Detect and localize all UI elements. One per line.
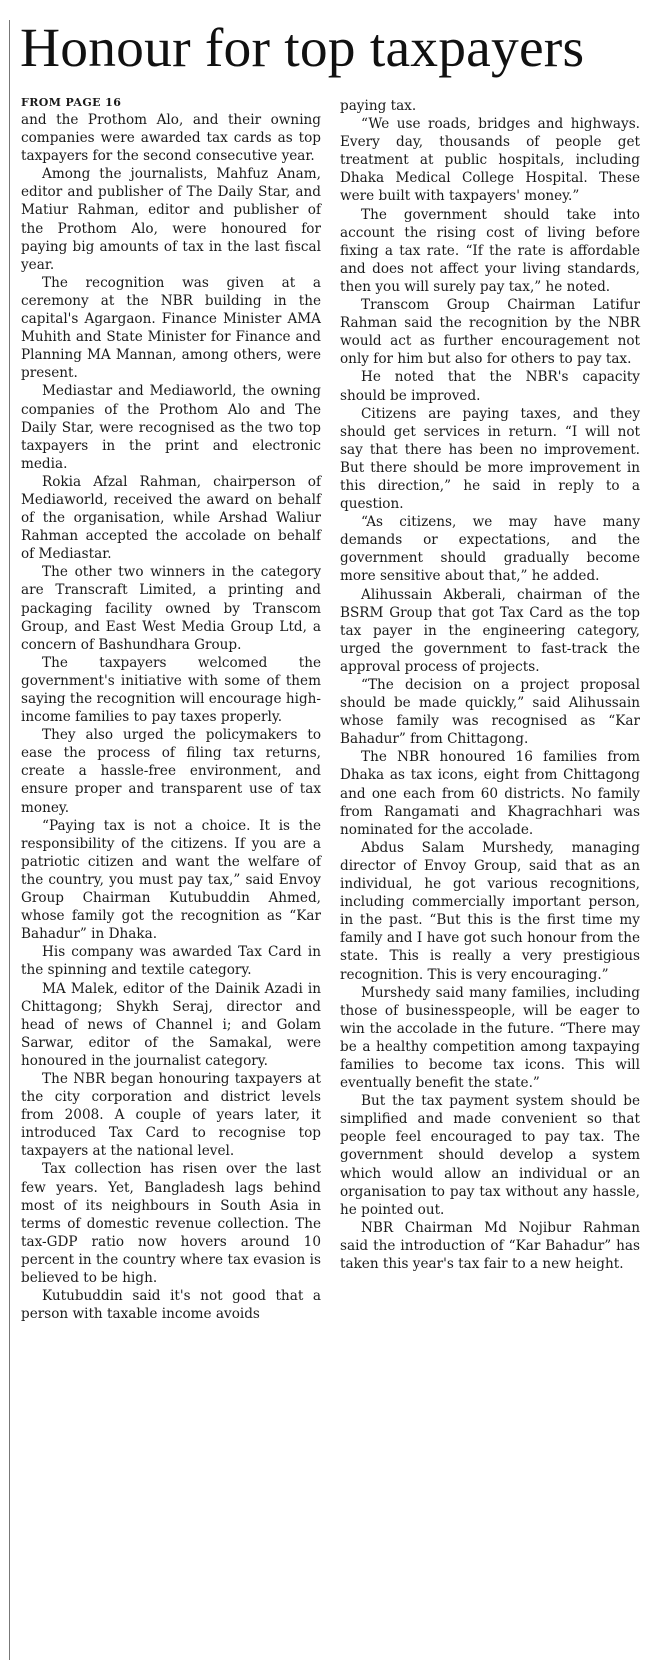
paragraph: Kutubuddin said it's not good that a person with taxable income avoids (21, 1288, 321, 1323)
paragraph: The government should take into account the rising cost of living before fixing a tax rate. “If the rate is affordable and does not affect your living standards, then you will surely pay tax,” he noted. (340, 206, 640, 295)
paragraph: Among the journalists, Mahfuz Anam, editor and publisher of The Daily Star, and Matiur Rahman, editor and publisher of the Prothom Alo, were honoured for paying big amounts of tax in the last fiscal year. (21, 166, 321, 273)
paragraph: NBR Chairman Md Nojibur Rahman said the introduction of “Kar Bahadur” has taken this year's tax fair to a new height. (340, 1219, 640, 1272)
paragraph: Rokia Afzal Rahman, chairperson of Mediaworld, received the award on behalf of the organisation, while Arshad Waliur Rahman accepted the accolade on behalf of Mediastar. (21, 473, 321, 563)
paragraph: “We use roads, bridges and highways. Every day, thousands of people get treatment at public hospitals, including Dhaka Medical College Hospital. These were built with taxpayers' money.” (340, 116, 640, 205)
paragraph: They also urged the policymakers to ease the process of filing tax returns, create a hassle-free environment, and ensure proper and transparent use of tax money. (21, 727, 321, 816)
paragraph: Alihussain Akberali, chairman of the BSRM Group that got Tax Card as the top tax payer in the engineering category, urged the government to fast-track the approval process of projects. (340, 586, 640, 675)
paragraph: “As citizens, we may have many demands or expectations, and the government should gradually become more sensitive about that,” he added. (340, 514, 640, 585)
paragraph: Abdus Salam Murshedy, managing director of Envoy Group, said that as an individual, he got various recognitions, including commercially important person, in the past. “But this is the first time my family and I have got such honour from the state. This is really a very prestigious recognition. This is very encouraging.” (340, 839, 640, 983)
paragraph: MA Malek, editor of the Dainik Azadi in Chittagong; Shykh Seraj, director and head of news of Channel i; and Golam Sarwar, editor of the Samakal, were honoured in the journalist category. (21, 980, 321, 1069)
paragraph: Tax collection has risen over the last few years. Yet, Bangladesh lags behind most of its neighbours in South Asia in terms of domestic revenue collection. The tax-GDP ratio now hovers around 10 percent in the country where tax evasion is believed to be high. (21, 1161, 321, 1286)
paragraph: paying tax. (340, 98, 417, 114)
paragraph: He noted that the NBR's capacity should be improved. (340, 369, 640, 404)
article-column-left (21, 95, 321, 1323)
paragraph: The taxpayers welcomed the government's initiative with some of them saying the recognition will encourage high-income families to pay taxes properly. (21, 654, 321, 726)
paragraph: Murshedy said many families, including those of businesspeople, will be eager to win the accolade in the future. “There may be a healthy competition among taxpaying families to become tax icons. This will eventually benefit the state.” (340, 984, 640, 1092)
paragraph: and the Prothom Alo, and their owning companies were awarded tax cards as top taxpayers for the second consecutive year. (21, 112, 321, 165)
paragraph: “The decision on a project proposal should be made quickly,” said Alihussain whose family was recognised as “Kar Bahadur” from Chittagong. (340, 677, 640, 748)
headline: Honour for top taxpayers (20, 18, 585, 79)
paragraph: Mediastar and Mediaworld, the owning companies of the Prothom Alo and The Daily Star, were recognised as the two top taxpayers in the print and electronic media. (21, 383, 321, 472)
paragraph: The recognition was given at a ceremony at the NBR building in the capital's Agargaon. Finance Minister AMA Muhith and State Minister for Finance and Planning MA Mannan, among others, were present. (21, 274, 321, 382)
article-column-right (340, 97, 640, 1273)
paragraph: Transcom Group Chairman Latifur Rahman said the recognition by the NBR would act as further encouragement not only for him but also for others to pay tax. (340, 297, 640, 368)
paragraph: Citizens are paying taxes, and they should get services in return. “I will not say that there has been no improvement. But there should be more improvement in this direction,” he said in reply to a question. (340, 405, 640, 513)
dateline: FROM PAGE 16 (21, 96, 122, 109)
paragraph: The NBR honoured 16 families from Dhaka as tax icons, eight from Chittagong and one each from 60 districts. No family from Rangamati and Khagrachhari was nominated for the accolade. (340, 749, 640, 838)
paragraph: The other two winners in the category are Transcraft Limited, a printing and packaging facility owned by Transcom Group, and East West Media Group Ltd, a concern of Bashundhara Group. (21, 564, 321, 653)
column-rule (9, 20, 10, 1660)
paragraph: “Paying tax is not a choice. It is the responsibility of the citizens. If you are a patriotic citizen and want the welfare of the country, you must pay tax,” said Envoy Group Chairman Kutubuddin Ahmed, whose family got the recognition as “Kar Bahadur” in Dhaka. (21, 817, 321, 943)
paragraph: The NBR began honouring taxpayers at the city corporation and district levels from 2008. A couple of years later, it introduced Tax Card to recognise top taxpayers at the national level. (21, 1070, 321, 1160)
paragraph: His company was awarded Tax Card in the spinning and textile category. (21, 944, 321, 979)
paragraph: But the tax payment system should be simplified and made convenient so that people feel encouraged to pay tax. The government should develop a system which would allow an individual or an organisation to pay tax without any hassle, he pointed out. (340, 1093, 640, 1218)
